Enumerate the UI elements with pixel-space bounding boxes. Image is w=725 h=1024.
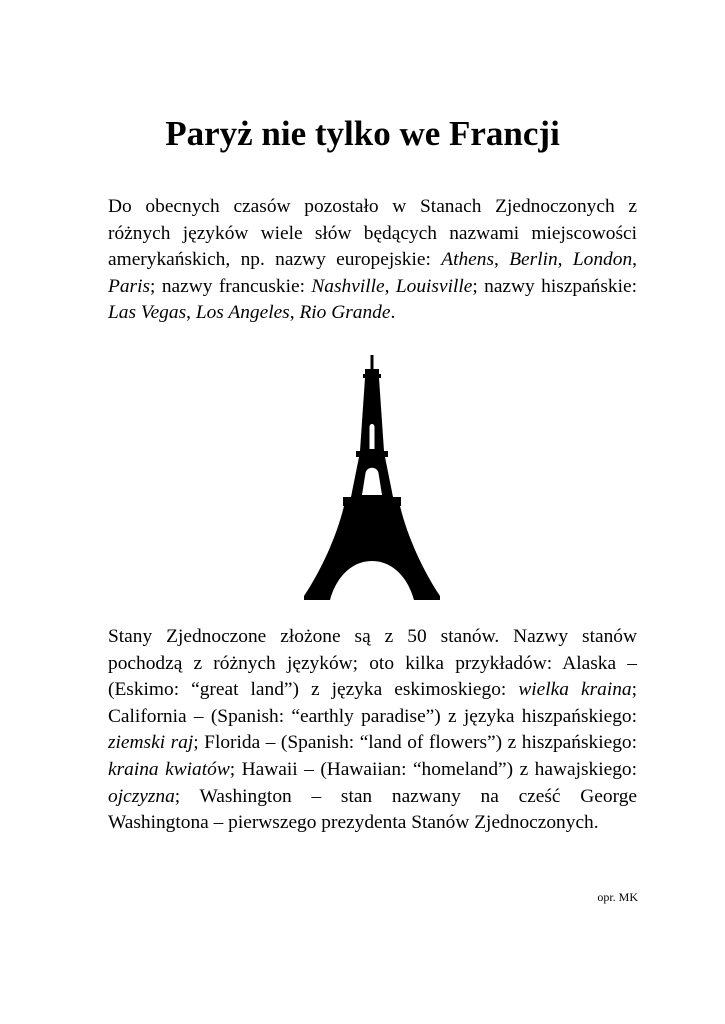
translation-ojczyzna: ojczyzna	[108, 785, 175, 807]
paragraph-text: ; Florida – (Spanish: “land of flowers”) z hiszpańskiego:	[193, 732, 637, 754]
paragraph-end: .	[390, 302, 396, 324]
paragraph-text: ; nazwy francuskie:	[150, 275, 312, 297]
separator: ,	[289, 302, 300, 324]
city-name-nashville: Nashville	[311, 275, 385, 297]
eiffel-tower-icon	[304, 355, 440, 600]
paragraph-text: ; nazwy hiszpańskie:	[472, 275, 637, 297]
city-name-berlin: Berlin	[509, 249, 558, 271]
separator: ,	[557, 249, 573, 271]
separator: ,	[494, 249, 510, 271]
paragraph-text: ; California – (Spanish: “earthly paradise”) z języka hiszpańskiego:	[108, 679, 637, 727]
paragraph-text: ; Washington – stan nazwany na cześć George Washingtona – pierwszego prezydenta Stanów Zjednoczonych.	[108, 785, 637, 834]
city-name-london: London	[572, 249, 633, 271]
city-name-paris: Paris	[108, 275, 151, 297]
city-name-las-vegas: Las Vegas	[108, 302, 187, 324]
paragraph-text: Stany Zjednoczone złożone są z 50 stanów. Nazwy stanów pochodzą z różnych języków; oto kilka przykładów: Alaska – (Eskimo: “great land”) z języka eskimoskiego:	[108, 626, 637, 701]
translation-wielka-kraina: wielka kraina	[518, 679, 632, 701]
author-credit: opr. MK	[597, 890, 638, 904]
paragraph-text: ; Hawaii – (Hawaiian: “homeland”) z hawajskiego:	[229, 758, 637, 780]
page-title: Paryż nie tylko we Francji	[165, 114, 560, 153]
intro-paragraph	[108, 194, 637, 327]
translation-ziemski-raj: ziemski raj	[108, 732, 194, 754]
paragraph-text: Do obecnych czasów pozostało w Stanach Zjednoczonych z różnych języków wiele słów będących nazwami miejscowości amerykańskich, np. nazwy europejskie:	[108, 196, 637, 271]
city-name-rio-grande: Rio Grande	[299, 302, 391, 324]
separator: ,	[186, 302, 196, 324]
city-name-louisville: Louisville	[395, 275, 473, 297]
translation-kraina-kwiatow: kraina kwiatów	[108, 758, 230, 780]
states-paragraph	[108, 624, 637, 837]
city-name-athens: Athens	[441, 249, 494, 271]
separator: ,	[632, 249, 637, 271]
city-name-los-angeles: Los Angeles	[195, 302, 290, 324]
separator: ,	[384, 275, 396, 297]
